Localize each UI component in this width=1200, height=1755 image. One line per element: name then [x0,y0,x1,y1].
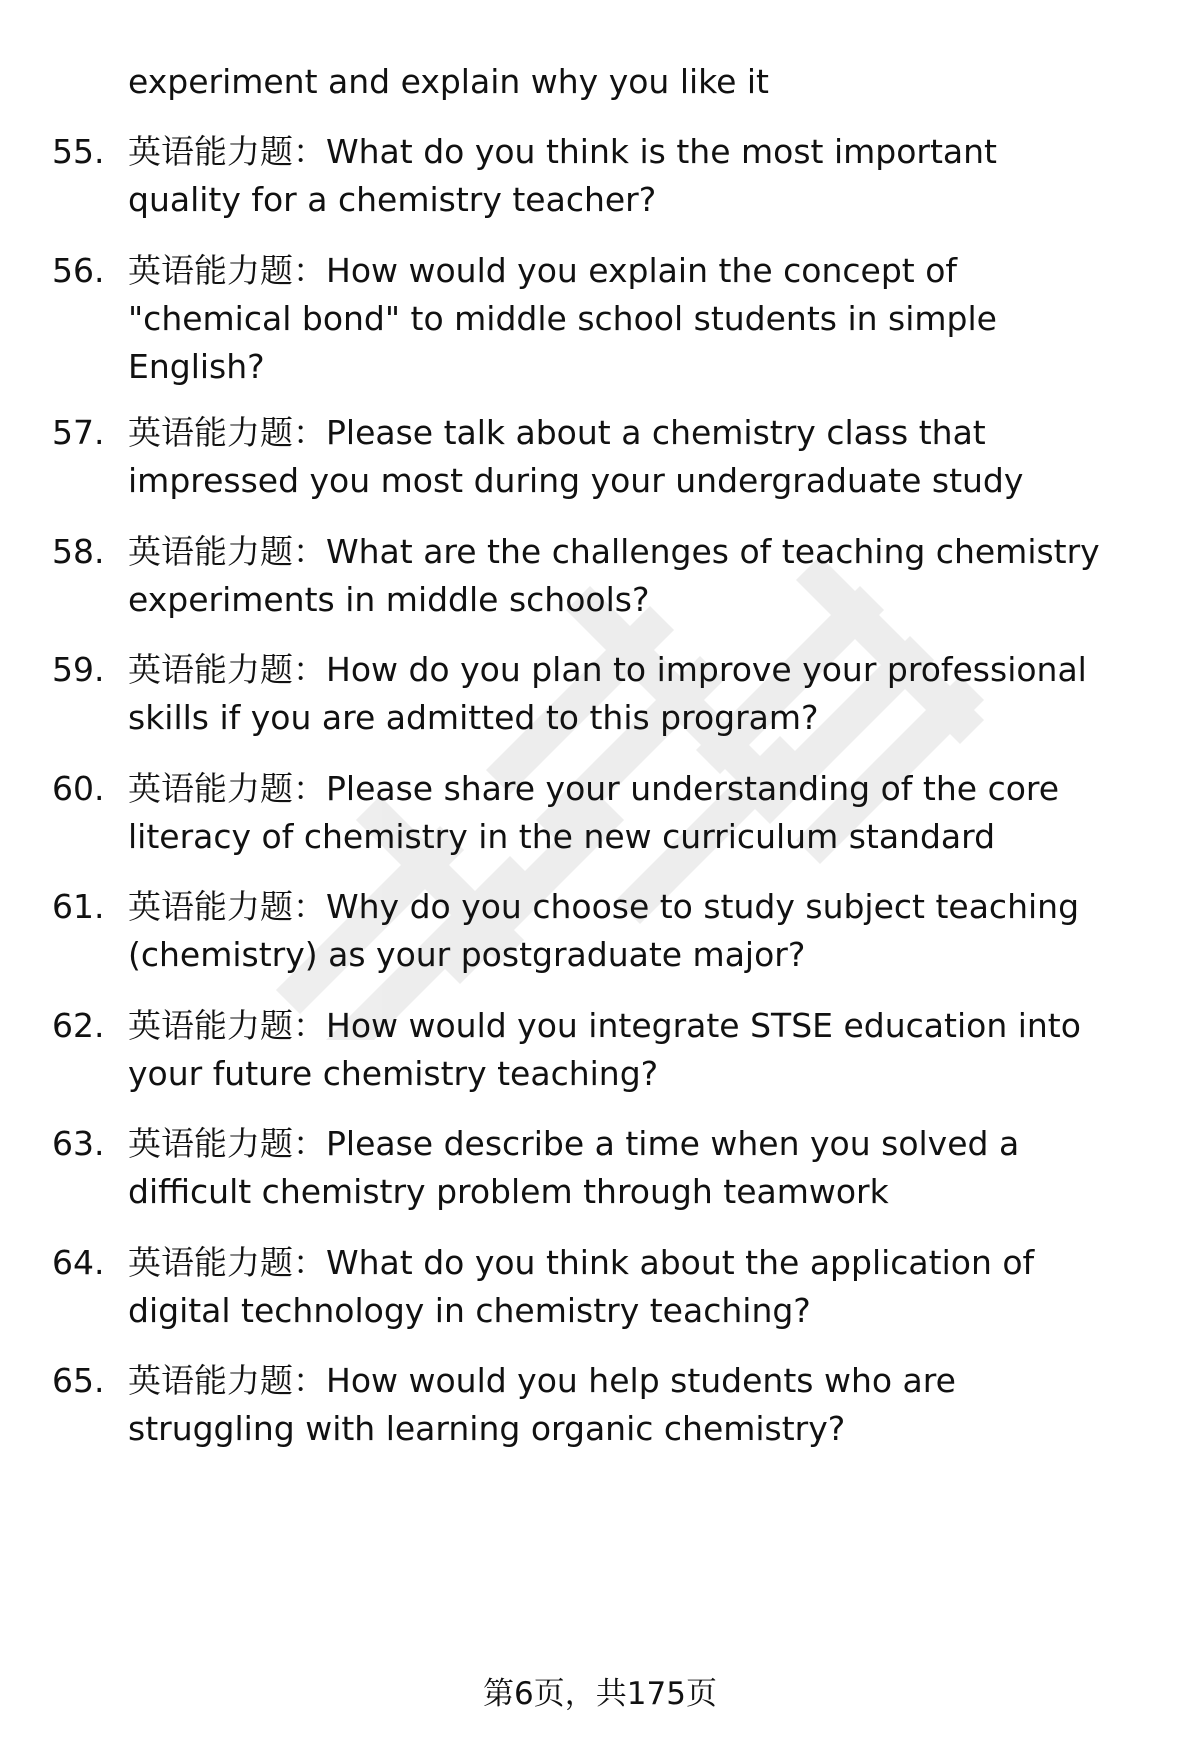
question-number: 63. [52,1124,105,1163]
question-text-line: skills if you are admitted to this program? [128,698,819,737]
question-text-line: "chemical bond" to middle school students in simple [128,299,997,338]
question-number: 58. [52,532,105,571]
question-text-line: 英语能力题：Please describe a time when you solved a [128,1124,1020,1163]
question-text-line: literacy of chemistry in the new curriculum standard [128,817,996,856]
question-continuation-text: experiment and explain why you like it [128,62,769,101]
question-number: 62. [52,1006,105,1045]
question-text-line: digital technology in chemistry teaching? [128,1291,811,1330]
question-text-line: 英语能力题：Please talk about a chemistry class that [128,413,986,452]
question-text-line: 英语能力题：How would you help students who are [128,1361,956,1400]
question-number: 59. [52,650,105,689]
question-text-line: impressed you most during your undergraduate study [128,461,1024,500]
question-text-line: difficult chemistry problem through teamwork [128,1172,889,1211]
question-number: 65. [52,1361,105,1400]
question-text-line: 英语能力题：What are the challenges of teaching chemistry [128,532,1100,571]
question-text [128,646,1158,742]
question-text [128,1239,1158,1335]
question-number: 64. [52,1243,105,1282]
question-text-line: quality for a chemistry teacher? [128,180,657,219]
question-text-line: experiments in middle schools? [128,580,650,619]
question-text-line: 英语能力题：What do you think about the application of [128,1243,1035,1282]
question-text [128,883,1158,979]
question-text [128,128,1158,224]
question-text [128,1002,1158,1098]
question-text [128,247,1158,391]
question-text-line: struggling with learning organic chemistry? [128,1409,846,1448]
question-text-line: your future chemistry teaching? [128,1054,659,1093]
question-text [128,765,1158,861]
question-text-line: 英语能力题：How do you plan to improve your professional [128,650,1087,689]
question-text [128,528,1158,624]
question-number: 61. [52,887,105,926]
question-text-line: (chemistry) as your postgraduate major? [128,935,806,974]
question-number: 60. [52,769,105,808]
question-text [128,1120,1158,1216]
question-text-line: 英语能力题：How would you integrate STSE education into [128,1006,1081,1045]
question-text-line: 英语能力题：Please share your understanding of the core [128,769,1060,808]
question-text [128,1357,1158,1453]
page-footer: 第6页，共175页 [483,1676,717,1712]
question-number: 57. [52,413,105,452]
question-text-line: 英语能力题：How would you explain the concept of [128,251,957,290]
question-number: 56. [52,251,105,290]
question-text-line: 英语能力题：What do you think is the most important [128,132,997,171]
question-text [128,409,1158,505]
question-text-line: English? [128,347,265,386]
question-number: 55. [52,132,105,171]
question-text-line: 英语能力题：Why do you choose to study subject teaching [128,887,1080,926]
